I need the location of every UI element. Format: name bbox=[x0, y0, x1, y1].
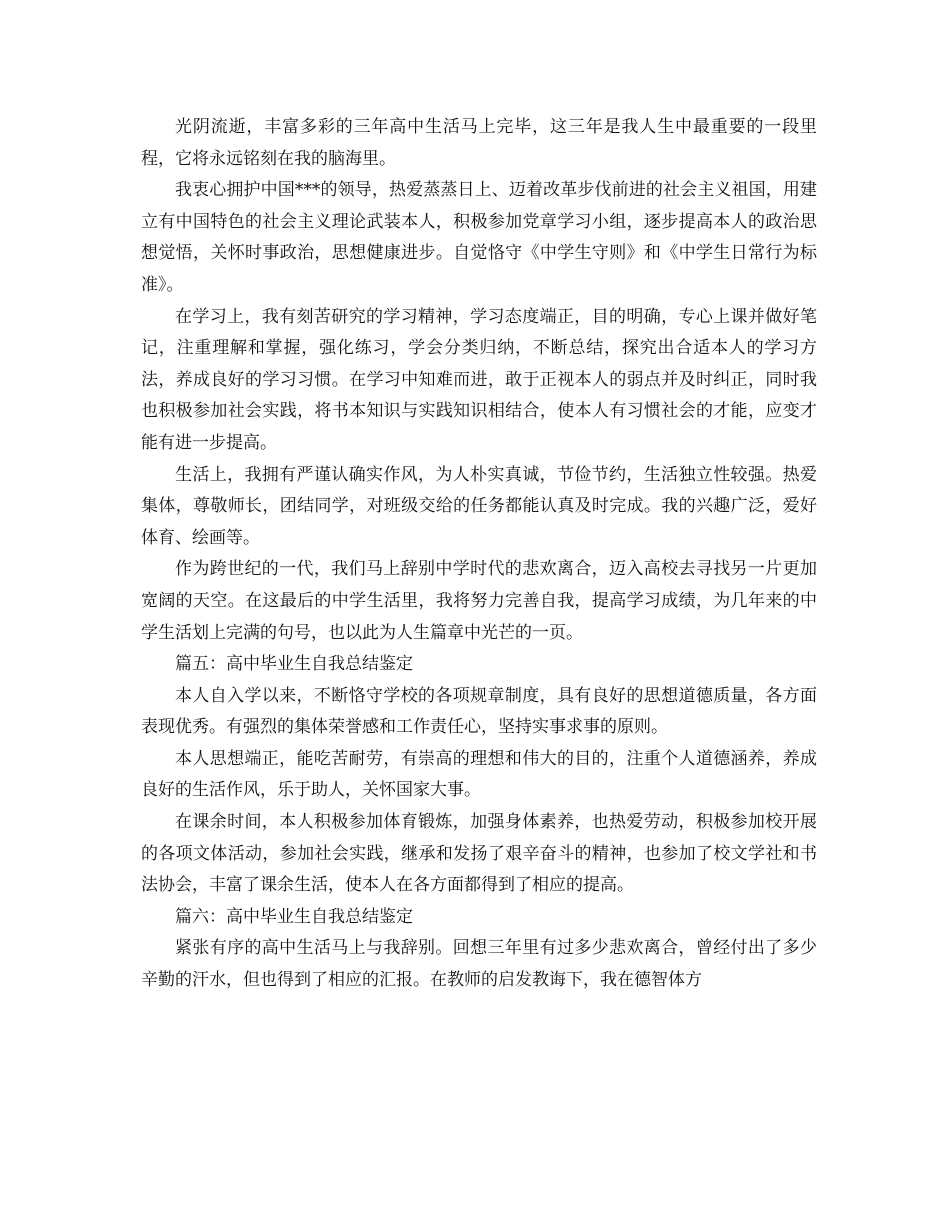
document-page bbox=[141, 112, 817, 997]
section-heading-6: 篇六：高中毕业生自我总结鉴定 bbox=[175, 906, 413, 927]
paragraph-study: 在学习上，我有刻苦研究的学习精神，学习态度端正，目的明确，专心上课并做好笔记，注重理解和掌握，强化练习，学会分类归纳，不断总结，探究出合适本人的学习方法，养成良好的学习习惯。在学习中知难而进，敢于正视本人的弱点并及时纠正，同时我也积极参加社会实践，将书本知识与实践知识相结合，使本人有习惯社会的才能，应变才能有进一步提高。 bbox=[141, 306, 817, 453]
section-heading-5: 篇五：高中毕业生自我总结鉴定 bbox=[175, 654, 413, 675]
paragraph-discipline: 本人自入学以来，不断恪守学校的各项规章制度，具有良好的思想道德质量，各方面表现优秀。有强烈的集体荣誉感和工作责任心，坚持实事求事的原则。 bbox=[141, 685, 817, 738]
paragraph-thought: 本人思想端正，能吃苦耐劳，有崇高的理想和伟大的目的，注重个人道德涵养，养成良好的生活作风，乐于助人，关怀国家大事。 bbox=[141, 748, 817, 801]
paragraph-political: 我衷心拥护中国***的领导，热爱蒸蒸日上、迈着改革步伐前进的社会主义祖国，用建立有中国特色的社会主义理论武装本人，积极参加党章学习小组，逐步提高本人的政治思想觉悟，关怀时事政治，思想健康进步。自觉恪守《中学生守则》和《中学生日常行为标准》。 bbox=[141, 180, 817, 295]
paragraph-life: 生活上，我拥有严谨认确实作风，为人朴实真诚，节俭节约，生活独立性较强。热爱集体，尊敬师长，团结同学，对班级交给的任务都能认真及时完成。我的兴趣广泛，爱好体育、绘画等。 bbox=[141, 464, 817, 548]
paragraph-extracurricular: 在课余时间，本人积极参加体育锻炼，加强身体素养，也热爱劳动，积极参加校开展的各项文体活动，参加社会实践，继承和发扬了艰辛奋斗的精神，也参加了校文学社和书法协会，丰富了课余生活，使本人在各方面都得到了相应的提高。 bbox=[141, 812, 817, 896]
paragraph-intro: 光阴流逝，丰富多彩的三年高中生活马上完毕，这三年是我人生中最重要的一段里程，它将永远铭刻在我的脑海里。 bbox=[141, 117, 817, 169]
paragraph-future: 作为跨世纪的一代，我们马上辞别中学时代的悲欢离合，迈入高校去寻找另一片更加宽阔的天空。在这最后的中学生活里，我将努力完善自我，提高学习成绩，为几年来的中学生活划上完满的句号，也以此为人生篇章中光芒的一页。 bbox=[141, 559, 817, 643]
paragraph-farewell: 紧张有序的高中生活马上与我辞别。回想三年里有过多少悲欢离合，曾经付出了多少辛勤的汗水，但也得到了相应的汇报。在教师的启发教诲下，我在德智体方 bbox=[141, 938, 817, 991]
